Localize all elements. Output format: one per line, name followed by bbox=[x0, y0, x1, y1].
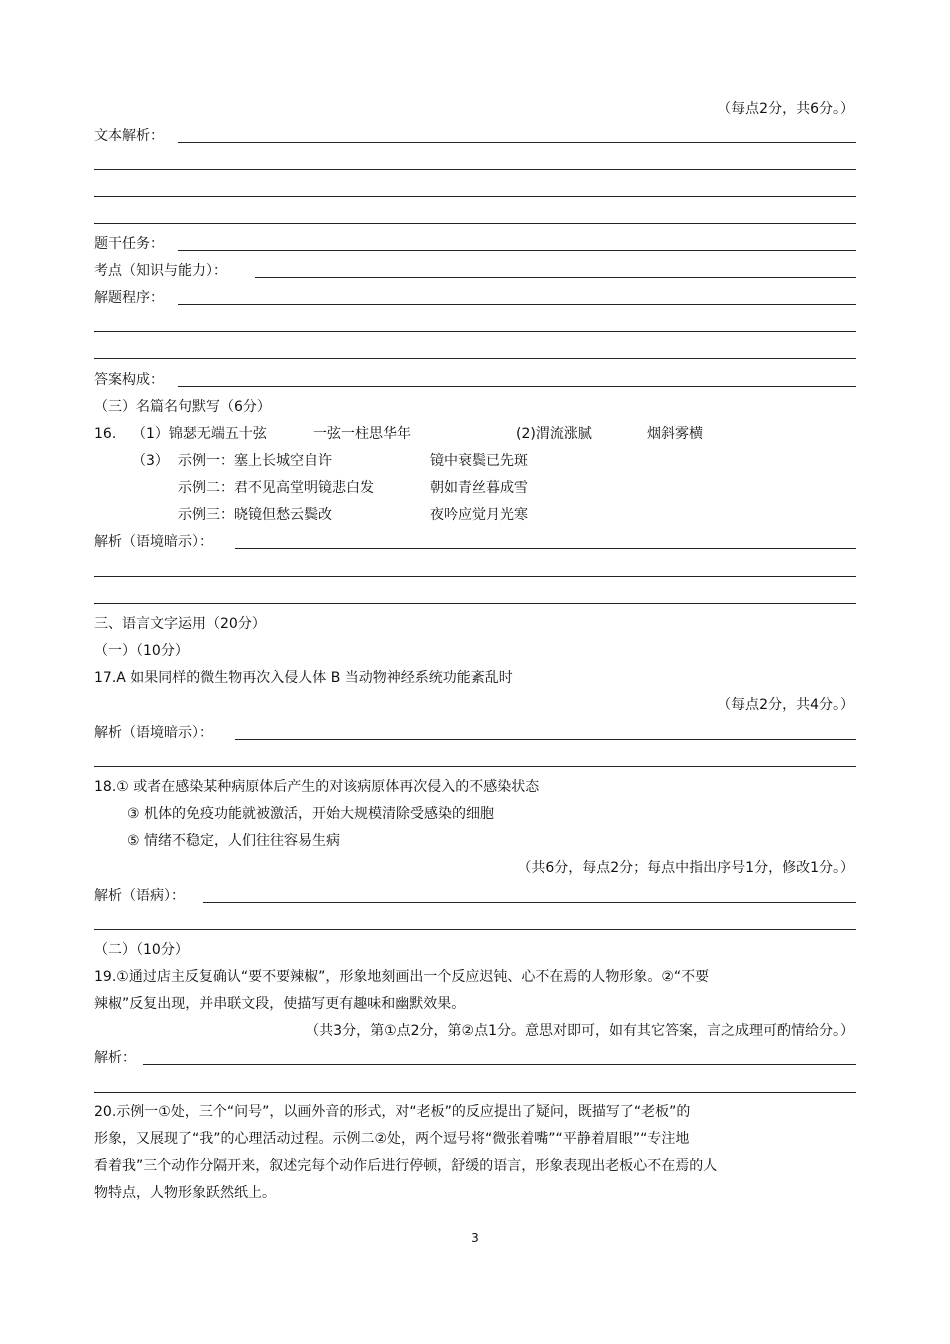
q18-score: （共6分，每点2分；每点中指出序号1分，修改1分。） bbox=[517, 860, 854, 876]
answer-line bbox=[94, 929, 856, 930]
q16-example-2: 示例二：君不见高堂明镜悲白发 bbox=[178, 480, 374, 496]
answer-line bbox=[94, 196, 856, 197]
q16-part3: （3） bbox=[132, 453, 169, 469]
q17-analysis-label: 解析（语境暗示）： bbox=[94, 725, 213, 741]
q17-text: 17.A 如果同样的微生物再次入侵人体 B 当动物神经系统功能紊乱时 bbox=[94, 670, 513, 686]
q16-example-3: 示例三：晓镜但愁云鬓改 bbox=[178, 507, 332, 523]
q17-score: （每点2分，共4分。） bbox=[717, 697, 854, 713]
answer-line bbox=[94, 331, 856, 332]
q16-example-1-b: 镜中衰鬓已先斑 bbox=[430, 453, 528, 469]
q19-analysis-label: 解析： bbox=[94, 1050, 136, 1066]
exam-point-label: 考点（知识与能力）： bbox=[94, 263, 227, 279]
answer-line bbox=[235, 739, 856, 740]
q18-line-2: ③ 机体的免疫功能就被激活，开始大规模清除受感染的细胞 bbox=[127, 806, 494, 822]
subsection-header: （一）（10分） bbox=[94, 643, 189, 659]
answer-label: 答案构成： bbox=[94, 372, 164, 388]
answer-line bbox=[178, 386, 856, 387]
q16-analysis-label: 解析（语境暗示）： bbox=[94, 534, 213, 550]
page-number: 3 bbox=[471, 1231, 479, 1245]
answer-line bbox=[94, 1092, 856, 1093]
q16-part1: （1）锦瑟无端五十弦 bbox=[132, 426, 267, 442]
answer-line bbox=[94, 169, 856, 170]
text-analysis-label: 文本解析： bbox=[94, 128, 164, 144]
task-label: 题干任务： bbox=[94, 236, 164, 252]
q18-analysis-label: 解析（语病）： bbox=[94, 888, 185, 904]
answer-line bbox=[94, 358, 856, 359]
answer-line bbox=[94, 223, 856, 224]
answer-line bbox=[94, 603, 856, 604]
q19-line-1: 19.①通过店主反复确认“要不要辣椒”，形象地刻画出一个反应迟钝、心不在焉的人物形象。②“不要 bbox=[94, 969, 710, 985]
answer-line bbox=[178, 142, 856, 143]
q18-line-1: 18.① 或者在感染某种病原体后产生的对该病原体再次侵入的不感染状态 bbox=[94, 779, 540, 795]
procedure-label: 解题程序： bbox=[94, 290, 164, 306]
q20-line-3: 看着我”三个动作分隔开来，叙述完每个动作后进行停顿，舒缓的语言，形象表现出老板心不在焉的人 bbox=[94, 1158, 718, 1174]
q16-part2-a: (2)渭流涨腻 bbox=[516, 426, 592, 442]
section-header: （三）名篇名句默写（6分） bbox=[94, 399, 271, 415]
answer-line bbox=[143, 1064, 856, 1065]
subsection-header: （二）（10分） bbox=[94, 942, 189, 958]
q16-part2-b: 烟斜雾横 bbox=[647, 426, 703, 442]
q18-line-3: ⑤ 情绪不稳定，人们往往容易生病 bbox=[127, 833, 341, 849]
q16-example-3-b: 夜吟应觉月光寒 bbox=[430, 507, 528, 523]
q20-line-4: 物特点，人物形象跃然纸上。 bbox=[94, 1185, 276, 1201]
answer-line bbox=[94, 766, 856, 767]
q16-number: 16. bbox=[94, 426, 117, 442]
q16-example-2-b: 朝如青丝暮成雪 bbox=[430, 480, 528, 496]
q16-example-1: 示例一：塞上长城空自许 bbox=[178, 453, 332, 469]
q19-score: （共3分，第①点2分，第②点1分。意思对即可，如有其它答案，言之成理可酌情给分。） bbox=[305, 1023, 854, 1039]
answer-line bbox=[94, 576, 856, 577]
q16-part1-b: 一弦一柱思华年 bbox=[313, 426, 411, 442]
answer-line bbox=[178, 250, 856, 251]
answer-line bbox=[255, 277, 856, 278]
answer-line bbox=[235, 548, 856, 549]
q20-line-1: 20.示例一①处，三个“问号”，以画外音的形式，对“老板”的反应提出了疑问，既描写了“老板”的 bbox=[94, 1104, 691, 1120]
q19-line-2: 辣椒”反复出现，并串联文段，使描写更有趣味和幽默效果。 bbox=[94, 996, 466, 1012]
part-header: 三、语言文字运用（20分） bbox=[94, 616, 266, 632]
score-note: （每点2分，共6分。） bbox=[717, 101, 854, 117]
q20-line-2: 形象，又展现了“我”的心理活动过程。示例二②处，两个逗号将“微张着嘴”“平静着眉眼”“专注地 bbox=[94, 1131, 690, 1147]
answer-line bbox=[178, 304, 856, 305]
answer-line bbox=[203, 902, 856, 903]
